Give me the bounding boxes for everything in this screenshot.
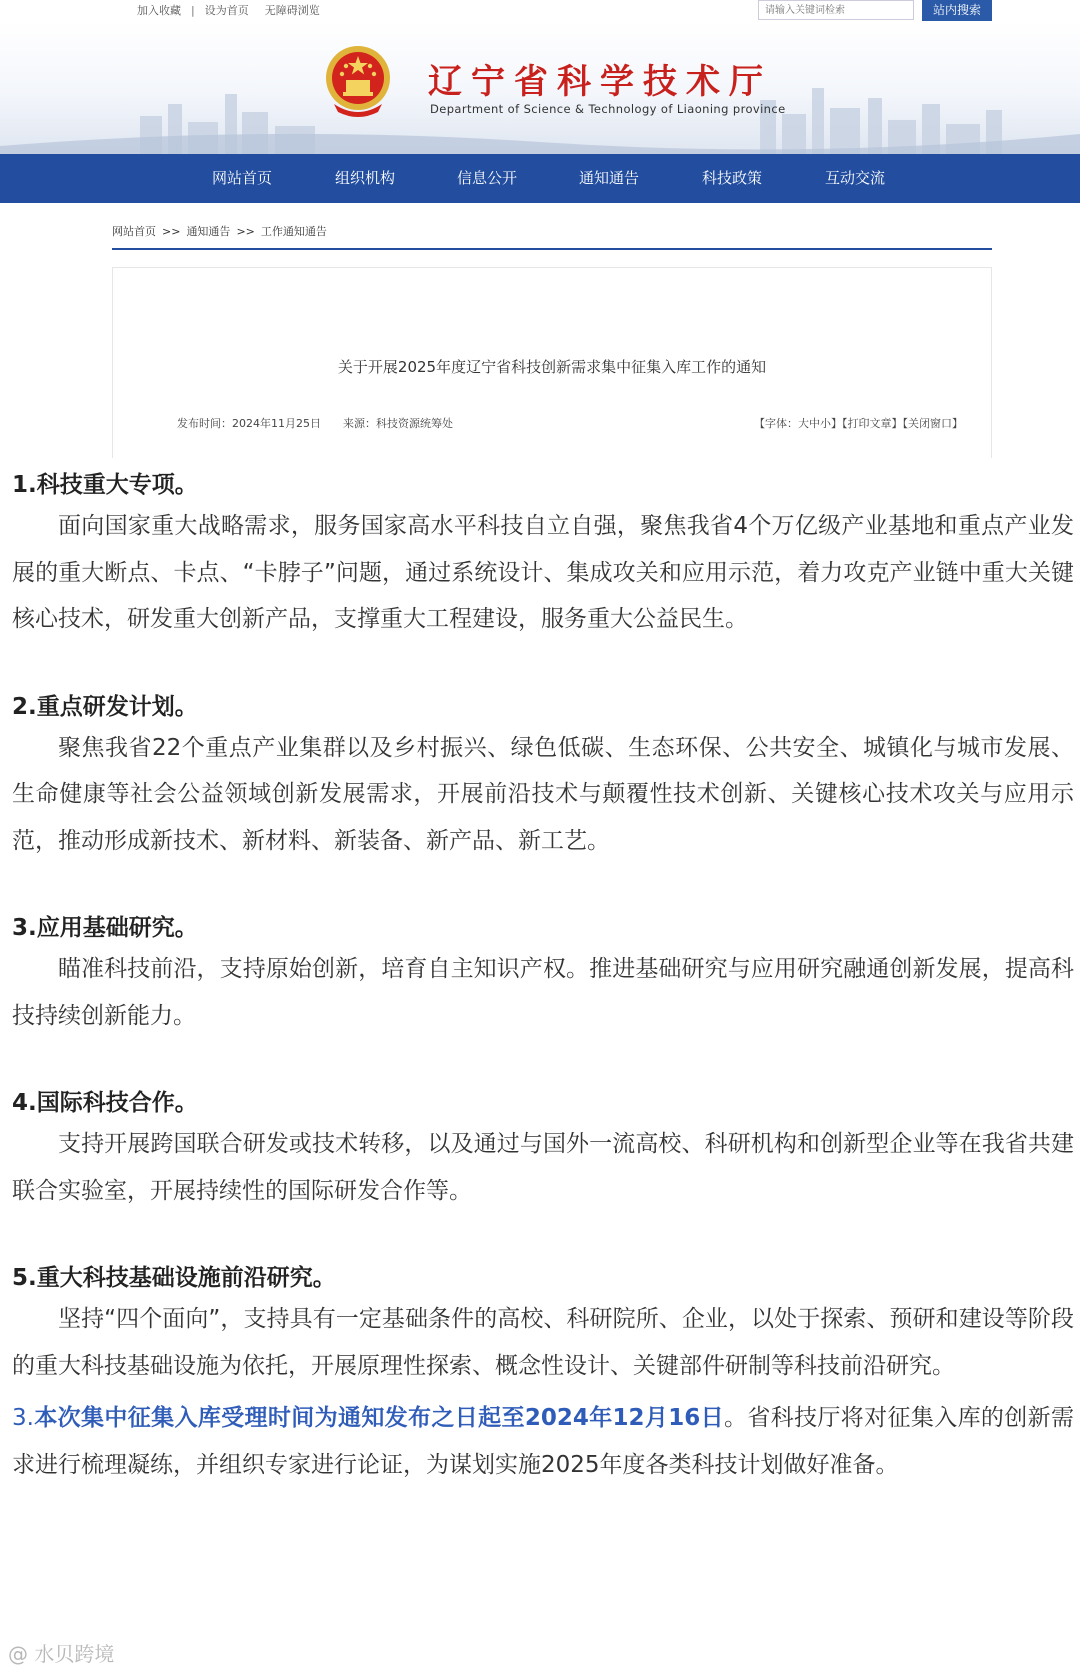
- breadcrumb-separator: >>: [162, 225, 181, 238]
- section-paragraph: 面向国家重大战略需求，服务国家高水平科技自立自强，聚焦我省4个万亿级产业基地和重点产业发展的重大断点、卡点、“卡脖子”问题，通过系统设计、集成攻关和应用示范，着力攻克产业链中重大关键核心技术，研发重大创新产品，支撑重大工程建设，服务重大公益民生。: [12, 513, 1074, 632]
- site-search-button[interactable]: 站内搜索: [922, 0, 992, 21]
- nav-home[interactable]: 网站首页: [212, 169, 273, 187]
- article-tools[interactable]: 【字体：大中小】【打印文章】【关闭窗口】: [754, 417, 963, 430]
- section-paragraph: 坚持“四个面向”，支持具有一定基础条件的高校、科研院所、企业，以处于探索、预研和建设等阶段的重大科技基础设施为依托，开展原理性探索、概念性设计、关键部件研制等科技前沿研究。: [12, 1306, 1074, 1379]
- section-heading: 3.应用基础研究。: [12, 915, 198, 941]
- main-nav: [0, 154, 1080, 203]
- breadcrumb: [112, 223, 327, 239]
- national-emblem-icon: [324, 44, 392, 120]
- nav-notices[interactable]: 通知通告: [579, 169, 640, 187]
- section-heading: 5.重大科技基础设施前沿研究。: [12, 1265, 336, 1291]
- section-heading: 2.重点研发计划。: [12, 693, 198, 720]
- watermark: @ 水贝跨境: [8, 1642, 115, 1666]
- site-subtitle: Department of Science & Technology of Liaoning province: [430, 102, 786, 116]
- section-paragraph: 聚焦我省22个重点产业集群以及乡村振兴、绿色低碳、生态环保、公共安全、城镇化与城市发展、生命健康等社会公益领域创新发展需求，开展前沿技术与颠覆性技术创新、关键核心技术攻关与应用示范，推动形成新技术、新材料、新装备、新产品、新工艺。: [12, 734, 1074, 854]
- publish-date: 发布时间：2024年11月25日: [177, 417, 321, 430]
- set-homepage-link[interactable]: 设为首页: [204, 4, 249, 17]
- breadcrumb-current[interactable]: 工作通知通告: [260, 225, 327, 238]
- search-input[interactable]: [758, 0, 914, 20]
- nav-organization[interactable]: 组织机构: [335, 169, 396, 187]
- nav-information[interactable]: 信息公开: [457, 169, 518, 187]
- top-links: [137, 2, 320, 18]
- article-meta: [177, 415, 453, 431]
- site-title: 辽宁省科学技术厅: [428, 62, 772, 102]
- section-paragraph: 支持开展跨国联合研发或技术转移，以及通过与国外一流高校、科研机构和创新型企业等在我省共建联合实验室，开展持续性的国际研发合作等。: [12, 1131, 1074, 1204]
- breadcrumb-home[interactable]: 网站首页: [112, 225, 156, 238]
- breadcrumb-divider: [112, 248, 992, 250]
- final-number: 3.: [12, 1405, 34, 1431]
- top-utility-bar: [0, 0, 1080, 22]
- site-banner: [0, 22, 1080, 154]
- accessibility-link[interactable]: 无障碍浏览: [264, 4, 320, 17]
- deadline-highlight: 本次集中征集入库受理时间为通知发布之日起至2024年12月16日: [33, 1405, 724, 1431]
- final-paragraph: [12, 1395, 1074, 1488]
- breadcrumb-separator: >>: [236, 225, 255, 238]
- add-favorite-link[interactable]: 加入收藏: [137, 4, 181, 17]
- article-body: [12, 467, 1074, 1488]
- article-header-card: [112, 267, 992, 458]
- section-heading: 4.国际科技合作。: [12, 1090, 198, 1116]
- nav-interaction[interactable]: 互动交流: [825, 169, 886, 187]
- article-source: 来源：科技资源统筹处: [343, 417, 453, 430]
- breadcrumb-notices[interactable]: 通知通告: [186, 225, 231, 238]
- final-text: 。省科技厅将对征集入库的创新需求进行梳理凝练，并组织专家进行论证，为谋划实施2025年度各类科技计划做好准备。: [12, 1405, 1075, 1478]
- section-heading: 1.科技重大专项。: [12, 472, 198, 498]
- nav-policy[interactable]: 科技政策: [702, 169, 763, 187]
- top-link-divider: |: [191, 4, 195, 17]
- section-paragraph: 瞄准科技前沿，支持原始创新，培育自主知识产权。推进基础研究与应用研究融通创新发展，提高科技持续创新能力。: [12, 956, 1074, 1029]
- article-title: 关于开展2025年度辽宁省科技创新需求集中征集入库工作的通知: [337, 358, 767, 376]
